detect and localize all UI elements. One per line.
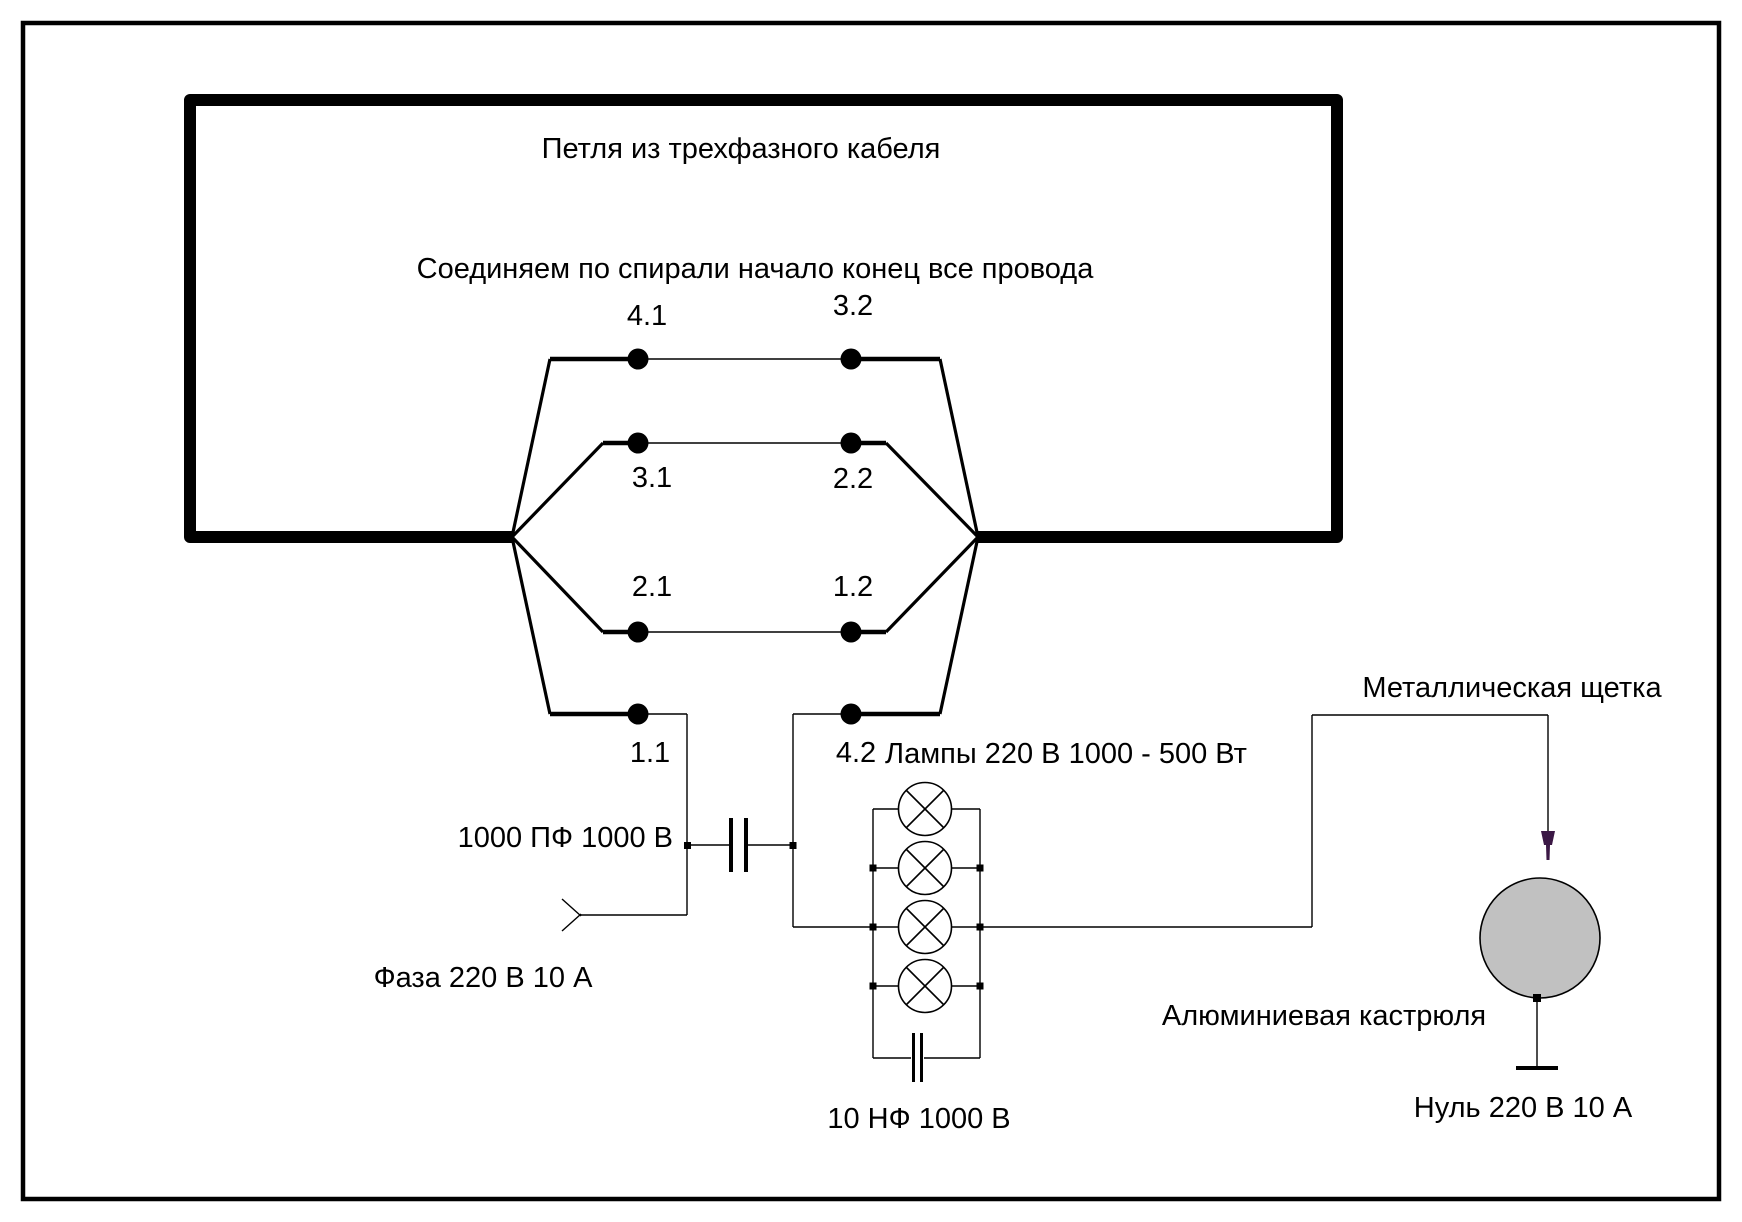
terminal-dot-1-2 [841,622,862,643]
terminal-label-4-2: 4.2 [835,737,877,769]
capacitor-1000pf-icon [731,818,746,872]
lamp-icon-2 [899,842,952,895]
ground-icon [1516,998,1558,1068]
fan-diagonals [512,359,978,714]
cable-loop [190,100,1337,537]
neutral-label: Нуль 220 В 10 А [1413,1092,1633,1124]
lamp-icon-4 [899,960,952,1013]
terminal-stubs [550,359,940,714]
terminal-label-1-2: 1.2 [832,571,874,603]
phase-branch-wires [580,714,793,915]
lamps [899,783,952,1013]
lamp-icon-1 [899,783,952,836]
phase-label: Фаза 220 В 10 А [373,962,593,994]
lamps-label: Лампы 220 В 1000 - 500 Вт [885,738,1247,770]
brush-label: Металлическая щетка [1362,672,1662,704]
spiral-note: Соединяем по спирали начало конец все провода [416,253,1094,285]
series-capacitor-label: 1000 ПФ 1000 В [457,822,673,854]
terminal-label-3-1: 3.1 [631,462,673,494]
pot-label: Алюминиевая кастрюля [1161,1000,1487,1032]
terminal-label-3-2: 3.2 [832,290,874,322]
phase-terminal-icon [562,899,581,931]
terminal-dot-2-2 [841,433,862,454]
terminal-label-2-2: 2.2 [832,463,874,495]
terminal-dot-2-1 [628,622,649,643]
terminal-dot-3-1 [628,433,649,454]
terminal-dot-3-2 [841,349,862,370]
terminal-label-4-1: 4.1 [626,300,668,332]
brush-arrow-icon [1541,831,1555,860]
terminal-label-2-1: 2.1 [631,571,673,603]
terminal-dot-4-1 [628,349,649,370]
terminal-label-1-1: 1.1 [629,737,671,769]
loop-title: Петля из трехфазного кабеля [541,133,941,165]
lamp-icon-3 [899,901,952,954]
pot-circle [1480,878,1600,998]
lamp-capacitor-label: 10 НФ 1000 В [827,1103,1011,1135]
terminal-dots [628,349,862,725]
capacitor-10nf-icon [914,1033,922,1082]
